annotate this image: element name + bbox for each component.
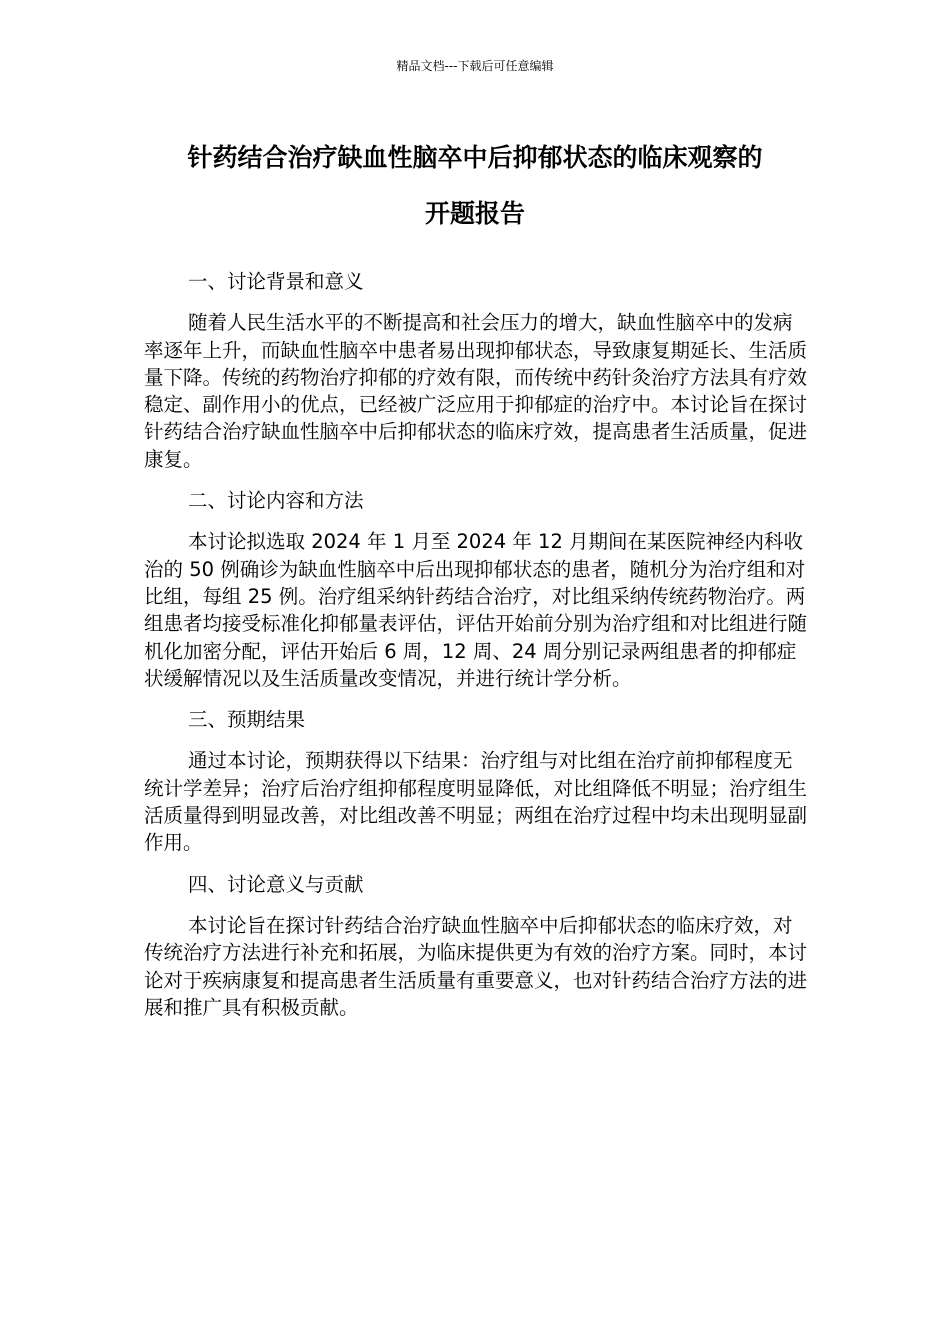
section-heading: 三、预期结果 bbox=[188, 708, 306, 732]
document-title-line-2: 开题报告 bbox=[424, 199, 525, 228]
section-heading: 四、讨论意义与贡献 bbox=[188, 872, 364, 896]
section-paragraph: 随着人民生活水平的不断提高和社会压力的增大，缺血性脑卒中的发病率逐年上升，而缺血性脑卒中患者易出现抑郁状态，导致康复期延长、生活质量下降。传统的药物治疗抑郁的疗效有限，而传统中药针灸治疗方法具有疗效稳定、副作用小的优点，已经被广泛应用于抑郁症的治疗中。本讨论旨在探讨针药结合治疗缺血性脑卒中后抑郁状态的临床疗效，提高患者生活质量，促进康复。 bbox=[144, 311, 808, 471]
section-expected-results bbox=[144, 706, 809, 856]
section-paragraph: 本讨论旨在探讨针药结合治疗缺血性脑卒中后抑郁状态的临床疗效，对传统治疗方法进行补充和拓展，为临床提供更为有效的治疗方案。同时，本讨论对于疾病康复和提高患者生活质量有重要意义，也对针药结合治疗方法的进展和推广具有积极贡献。 bbox=[144, 913, 808, 1019]
document-title-line-1: 针药结合治疗缺血性脑卒中后抑郁状态的临床观察的 bbox=[187, 143, 763, 172]
document-title bbox=[120, 130, 830, 242]
document-body bbox=[144, 268, 809, 1035]
section-content-methods bbox=[144, 487, 809, 692]
section-paragraph: 通过本讨论，预期获得以下结果：治疗组与对比组在治疗前抑郁程度无统计学差异；治疗后治疗组抑郁程度明显降低，对比组降低不明显；治疗组生活质量得到明显改善，对比组改善不明显；两组在治疗过程中均未出现明显副作用。 bbox=[144, 749, 808, 855]
page-header-watermark: 精品文档---下载后可任意编辑 bbox=[396, 59, 554, 73]
section-heading: 一、讨论背景和意义 bbox=[188, 270, 364, 293]
section-paragraph: 本讨论拟选取 2024 年 1 月至 2024 年 12 月期间在某医院神经内科收治的 50 例确诊为缺血性脑卒中后出现抑郁状态的患者，随机分为治疗组和对比组，每组 25 例。治疗组采纳针药结合治疗，对比组采纳传统药物治疗。两组患者均接受标准化抑郁量表评估，评估开始前分别为治疗组和对比组进行随机化加密分配，评估开始后 6 周，12 周、24 周分别记录两组患者的抑郁症状缓解情况以及生活质量改变情况，并进行统计学分析。 bbox=[144, 530, 808, 690]
section-significance bbox=[144, 871, 809, 1021]
section-background bbox=[144, 268, 809, 473]
section-heading: 二、讨论内容和方法 bbox=[188, 489, 364, 513]
